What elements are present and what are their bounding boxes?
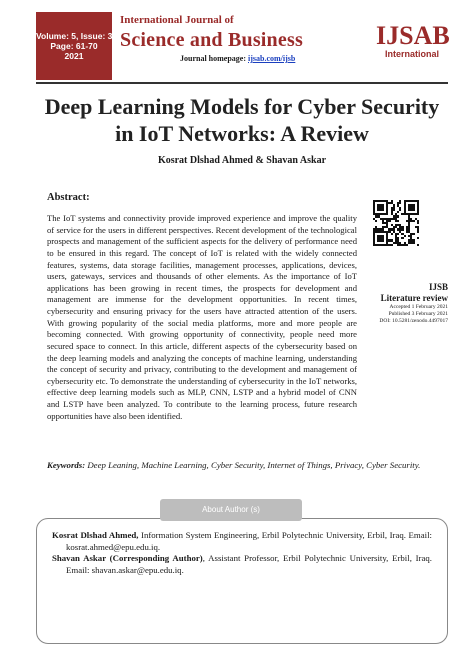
journal-name: Science and Business <box>120 29 303 51</box>
about-authors-text <box>52 530 432 576</box>
author-2-info: , Assistant Professor, Erbil Polytechnic University, Erbil, Iraq. Email: shavan.askar@epu.edu.iq. <box>66 553 432 575</box>
qr-module <box>417 244 419 246</box>
volume-box <box>36 12 112 80</box>
author-1-entry <box>52 530 432 553</box>
published-date: Published 3 February 2021 <box>388 311 448 317</box>
keywords <box>47 460 441 472</box>
author-2-name: Shavan Askar (Corresponding Author) <box>52 553 203 564</box>
article-type: Literature review <box>380 293 448 303</box>
paper-title: Deep Learning Models for Cyber Security in IoT Networks: A Review <box>44 94 440 146</box>
year: 2021 <box>64 51 84 61</box>
article-info <box>360 282 448 325</box>
accepted-date: Accepted 1 February 2021 <box>389 304 448 310</box>
doi[interactable]: DOI: 10.5281/zenodo.4497017 <box>379 318 448 324</box>
article-journal: IJSB <box>428 282 448 292</box>
journal-name-block <box>120 14 370 64</box>
masthead <box>36 12 448 80</box>
volume-issue: Volume: 5, Issue: 3 <box>36 31 113 41</box>
page-range: Page: 61-70 <box>50 41 98 51</box>
homepage-link[interactable]: ijsab.com/ijsb <box>248 54 296 63</box>
logo-sub-text: International <box>384 49 439 59</box>
journal-logo <box>376 21 450 59</box>
keywords-list: Deep Leaning, Machine Learning, Cyber Security, Internet of Things, Privacy, Cyber Security. <box>87 460 421 470</box>
author-1-info: Information System Engineering, Erbil Polytechnic University, Erbil, Iraq. Email: kosrat.ahmed@epu.edu.iq. <box>66 530 432 552</box>
author-1-name: Kosrat Dlshad Ahmed, <box>52 530 139 540</box>
logo-main-text: IJSAB <box>376 21 450 50</box>
abstract-text: The IoT systems and connectivity provide improved experience and improve the quality of service for the users in different perspectives. Recent development of the technological prospects and management of the sufficient aspects for the delivery of performance need to be ensured in this regard. The concept of IoT is related with the widely connected features, systems, data storage facilities, management processes, applications, devices, users, gateways, services and thousands of other elements. As the importance of IoT applications has been growing in recent times, the prospects for development and management are immense for the development opportunities. In recent times, cybersecurity and ensuring privacy for the users have attracted attention of the users. With growing popularity of the social media platforms, more and more people are becoming connected. With growing opportunity of connectivity, people need more secured space to connect. In this article, different aspects of the cybersecurity based on the deep learning models and analyzing the concepts of machine learning, understanding the concept of security and privacy, contributing to the development and management of cybersecurity etc. To demonstrate the understanding of cybersecurity in the IoT networks, effective deep learning models such as MLP, CNN, LSTP and a hybrid model of CNN and LSTP have been analyzed. To contribute to the learning process, future research opportunities have also been identified. <box>47 213 357 421</box>
qr-code-icon[interactable] <box>373 200 419 246</box>
journal-homepage <box>180 53 370 64</box>
author-2-entry <box>52 553 432 576</box>
paper-authors: Kosrat Dlshad Ahmed & Shavan Askar <box>157 155 327 166</box>
abstract-heading: Abstract: <box>47 192 90 203</box>
about-authors-label: About Author (s) <box>160 499 302 521</box>
homepage-label: Journal homepage: <box>180 54 246 63</box>
header-divider <box>36 82 448 84</box>
journal-name-top: International Journal of <box>120 14 234 26</box>
keywords-label: Keywords: <box>47 460 86 470</box>
